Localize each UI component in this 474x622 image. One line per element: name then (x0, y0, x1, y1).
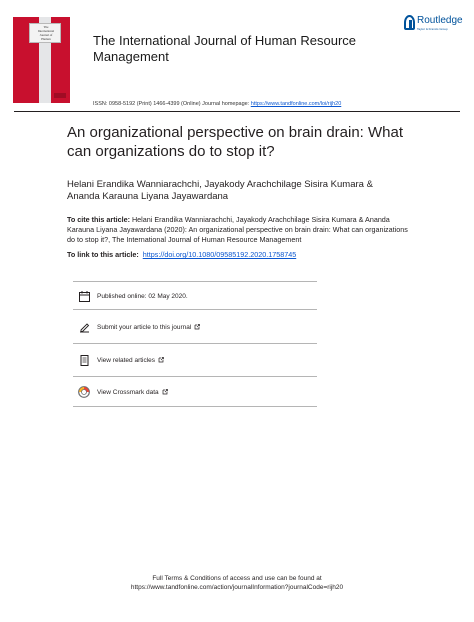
doi-link[interactable]: https://doi.org/10.1080/09585192.2020.1758745 (142, 250, 297, 259)
cover-title-line: The (43, 25, 49, 29)
crossmark-link[interactable] (78, 385, 168, 399)
footer-terms-link[interactable]: https://www.tandfonline.com/action/journalInformation?journalCode=rijh20 (130, 584, 344, 591)
citation-label: To cite this article: (67, 215, 130, 224)
action-divider (73, 343, 317, 344)
action-divider (73, 376, 317, 377)
citation-text: Helani Erandika Wanniarachchi, Jayakody Arachchilage Sisira Kumara & Ananda Karauna Liyana Jayawardana (2020): An organizational perspective on brain drain: What can organizations do to stop it?, The International Journal of Human Resource Management (67, 215, 408, 244)
issn-text: ISSN: 0958-5192 (Print) 1466-4399 (Online) Journal homepage: (93, 101, 251, 107)
routledge-logo (404, 15, 462, 35)
routledge-r-icon (404, 15, 415, 30)
crossmark-label: View Crossmark data (97, 388, 159, 396)
footer (60, 574, 414, 592)
submit-article-link[interactable] (78, 320, 200, 334)
action-divider (73, 281, 317, 282)
footer-terms-text: Full Terms & Conditions of access and use can be found at (152, 575, 322, 582)
action-divider (73, 406, 317, 407)
cover-title-line: Human (41, 37, 51, 41)
article-title: An organizational perspective on brain drain: What can organizations do to stop it? (67, 124, 404, 160)
cover-title-line: Journal of (39, 33, 53, 37)
journal-homepage-link[interactable]: https://www.tandfonline.com/loi/rijh20 (250, 101, 342, 107)
publisher-name: Routledge (417, 15, 463, 26)
cover-title (30, 25, 62, 41)
related-articles-label: View related articles (97, 356, 156, 364)
cover-badge (54, 93, 66, 98)
header-divider (14, 111, 460, 112)
issn-line (93, 101, 341, 108)
related-articles-link[interactable] (78, 353, 164, 367)
action-divider (73, 309, 317, 310)
edit-icon (78, 321, 90, 333)
submit-article-label: Submit your article to this journal (97, 323, 192, 331)
published-online-text: Published online: 02 May 2020. (97, 292, 188, 300)
article-authors: Helani Erandika Wanniarachchi, Jayakody Arachchilage Sisira Kumara & Ananda Karauna Liyana Jayawardana (67, 179, 373, 202)
cover-title-panel (29, 23, 61, 43)
cover-title-line: International (37, 29, 55, 33)
citation-block (67, 215, 417, 245)
external-link-icon (194, 324, 200, 330)
external-link-icon (162, 389, 168, 395)
document-icon (78, 354, 90, 366)
article-link-row (67, 250, 417, 260)
publisher-tagline: Taylor & Francis Group (417, 27, 448, 31)
calendar-icon (78, 290, 90, 302)
journal-cover (13, 17, 70, 103)
published-online-row (78, 289, 188, 303)
journal-title: The International Journal of Human Resource Management (93, 33, 357, 64)
article-link-label: To link to this article: (67, 250, 139, 259)
external-link-icon (158, 357, 164, 363)
crossmark-icon (78, 386, 90, 398)
